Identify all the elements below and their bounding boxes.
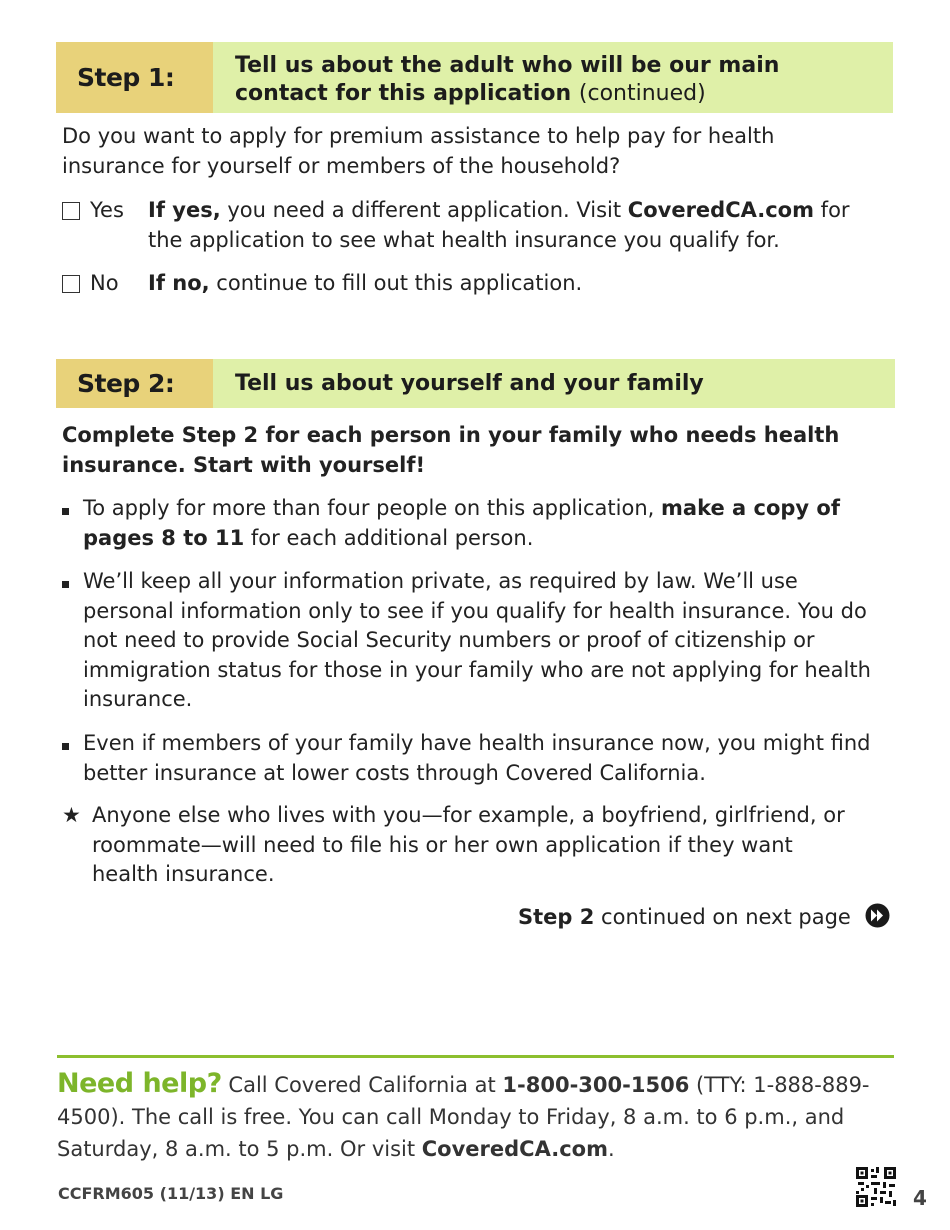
next-page-icon: [865, 903, 890, 928]
bullet-marker: [62, 494, 83, 553]
step1-tag: Step 1:: [56, 42, 213, 113]
step1-header: [56, 42, 893, 113]
page-number: 4: [913, 1186, 927, 1210]
coveredca-link[interactable]: CoveredCA.com: [627, 198, 814, 222]
option-no[interactable]: [62, 269, 868, 299]
option-yes[interactable]: [62, 196, 868, 255]
step2-title: Tell us about yourself and your family: [213, 359, 895, 408]
star-note: ★ Anyone else who lives with you—for example, a boyfriend, girlfriend, or roommate—will need to file his or her own application if they want health insurance.: [62, 801, 852, 890]
step1-title: [213, 42, 893, 113]
step2-header: [56, 359, 895, 408]
yes-checkbox[interactable]: [62, 202, 80, 220]
step2-tag: Step 2:: [56, 359, 213, 408]
continued-note: Step 2 continued on next page: [518, 905, 851, 929]
no-checkbox[interactable]: [62, 275, 80, 293]
star-icon: ★: [62, 803, 81, 827]
help-text: Need help? Call Covered California at 1-800-300-1506 (TTY: 1-888-889-4500). The call is free. You can call Monday to Friday, 8 a.m. to 6 p.m., and Saturday, 8 a.m. to 5 p.m. Or visit CoveredCA.com.: [57, 1068, 870, 1161]
need-help-heading: Need help?: [57, 1068, 222, 1099]
help-phone: 1-800-300-1506: [502, 1073, 690, 1097]
yes-description: If yes, you need a different application. Visit CoveredCA.com for the application to see what health insurance you qualify for.: [148, 198, 850, 252]
step1-title-line1: Tell us about the adult who will be our main: [235, 52, 780, 78]
step2-intro: Complete Step 2 for each person in your family who needs health insurance. Start with yourself!: [62, 423, 840, 477]
step1-title-suffix: (continued): [578, 80, 706, 106]
list-item: To apply for more than four people on this application, make a copy of pages 8 to 11 for each additional person.: [62, 494, 873, 553]
qr-code-icon: [856, 1167, 896, 1207]
step1-title-line2: contact for this application (continued): [235, 80, 706, 106]
yes-label: Yes: [90, 198, 124, 222]
no-description: If no, continue to fill out this application.: [148, 271, 583, 295]
help-link[interactable]: CoveredCA.com: [421, 1137, 608, 1161]
step1-question: Do you want to apply for premium assistance to help pay for health insurance for yourself or members of the household?: [62, 124, 775, 178]
list-item: We’ll keep all your information private, as required by law. We’ll use personal information only to see if you qualify for health insurance. You do not need to provide Social Security numbers or proof of citizenship or immigration status for those in your family who are not applying for health insurance.: [62, 567, 873, 715]
help-divider: [57, 1055, 894, 1058]
bullet-marker: [62, 729, 83, 788]
bullet-marker: [62, 567, 83, 715]
form-code: CCFRM605 (11/13) EN LG: [58, 1184, 284, 1203]
no-label: No: [90, 271, 119, 295]
list-item: Even if members of your family have health insurance now, you might find better insurance at lower costs through Covered California.: [62, 729, 873, 788]
